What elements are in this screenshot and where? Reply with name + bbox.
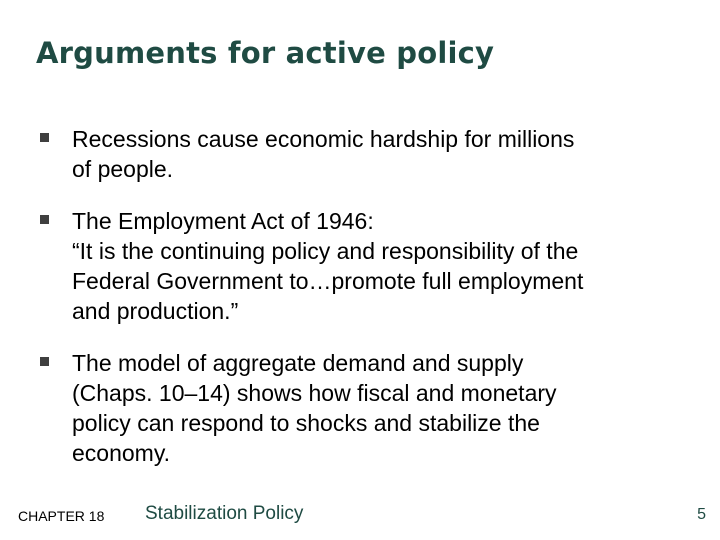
bullet-line: and production.” [72, 298, 239, 324]
bullet-line: Recessions cause economic hardship for millions [72, 126, 575, 152]
bullet-line: Federal Government to…promote full employment [72, 268, 584, 294]
slide-footer [0, 503, 720, 527]
chapter-label: CHAPTER 18 [18, 508, 105, 524]
page-number: 5 [697, 506, 706, 523]
footer-title: Stabilization Policy [145, 503, 304, 524]
bullet-line: economy. [72, 440, 171, 466]
square-bullet-icon [40, 215, 49, 224]
slide-title: Arguments for active policy [36, 36, 495, 70]
bullet-line: “It is the continuing policy and responsibility of the [72, 238, 579, 264]
square-bullet-icon [40, 133, 49, 142]
bullet-item-employment-act [40, 206, 680, 326]
bullet-text [72, 348, 680, 468]
bullet-line: (Chaps. 10–14) shows how fiscal and monetary [72, 380, 557, 406]
bullet-line: The Employment Act of 1946: [72, 208, 374, 234]
bullet-line: The model of aggregate demand and supply [72, 350, 524, 376]
bullet-text [72, 124, 680, 184]
bullet-item-recessions [40, 124, 680, 184]
bullet-list [40, 124, 680, 468]
bullet-line: policy can respond to shocks and stabilize the [72, 410, 540, 436]
bullet-text [72, 206, 680, 326]
bullet-item-ad-as-model [40, 348, 680, 468]
square-bullet-icon [40, 357, 49, 366]
bullet-line: of people. [72, 156, 174, 182]
